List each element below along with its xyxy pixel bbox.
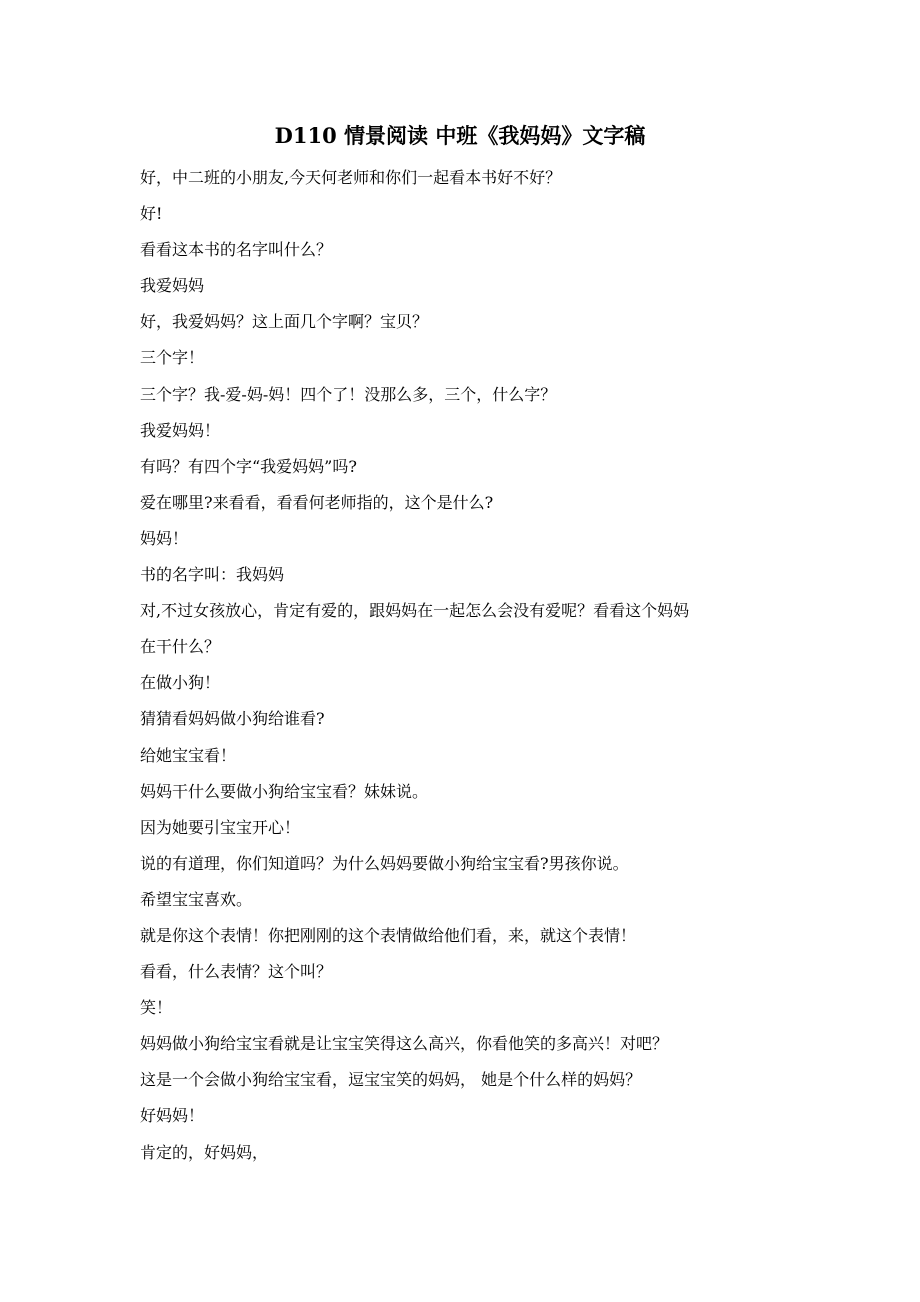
text-line: 好，我爱妈妈？这上面几个字啊？宝贝？ [140, 312, 429, 332]
text-line: 妈妈做小狗给宝宝看就是让宝宝笑得这么高兴，你看他笑的多高兴！对吧？ [140, 1034, 669, 1054]
text-line: 看看这本书的名字叫什么？ [140, 240, 333, 260]
text-line: 看看，什么表情？这个叫？ [140, 962, 333, 982]
text-line: 肯定的，好妈妈， [140, 1142, 269, 1162]
text-line: 好! [140, 204, 163, 224]
text-line: 就是你这个表情！你把刚刚的这个表情做给他们看，来，就这个表情！ [140, 925, 637, 945]
text-line: 猜猜看妈妈做小狗给谁看? [140, 709, 325, 729]
text-line: 好，中二班的小朋友,今天何老师和你们一起看本书好不好？ [140, 168, 562, 187]
text-line: 说的有道理，你们知道吗？为什么妈妈要做小狗给宝宝看?男孩你说。 [140, 853, 629, 873]
text-line: 笑！ [140, 998, 173, 1018]
text-line: 妈妈！ [140, 528, 189, 548]
text-line: 三个字？我-爱-妈-妈！四个了！没那么多，三个，什么字？ [140, 384, 557, 404]
text-line: 这是一个会做小狗给宝宝看，逗宝宝笑的妈妈， 她是个什么样的妈妈？ [140, 1070, 642, 1090]
text-line: 有吗？有四个字“我爱妈妈”吗? [140, 456, 357, 476]
text-line: 在干什么？ [140, 637, 221, 657]
text-line: 因为她要引宝宝开心！ [140, 817, 301, 837]
document-body [140, 160, 800, 1171]
text-line: 我爱妈妈 [140, 276, 205, 296]
text-line: 在做小狗！ [140, 673, 221, 693]
text-line: 爱在哪里?来看看，看看何老师指的，这个是什么? [140, 492, 494, 512]
text-line: 三个字！ [140, 348, 205, 368]
text-line: 书的名字叫：我妈妈 [140, 565, 285, 585]
document-title: D110 情景阅读 中班《我妈妈》文字稿 [274, 123, 646, 148]
text-line: 好妈妈！ [140, 1106, 205, 1126]
text-line: 妈妈干什么要做小狗给宝宝看？妹妹说。 [140, 781, 429, 801]
text-line: 希望宝宝喜欢。 [140, 889, 253, 909]
text-line: 对,不过女孩放心，肯定有爱的，跟妈妈在一起怎么会没有爱呢？看看这个妈妈 [140, 601, 690, 621]
text-line: 我爱妈妈！ [140, 420, 221, 440]
text-line: 给她宝宝看！ [140, 745, 237, 765]
